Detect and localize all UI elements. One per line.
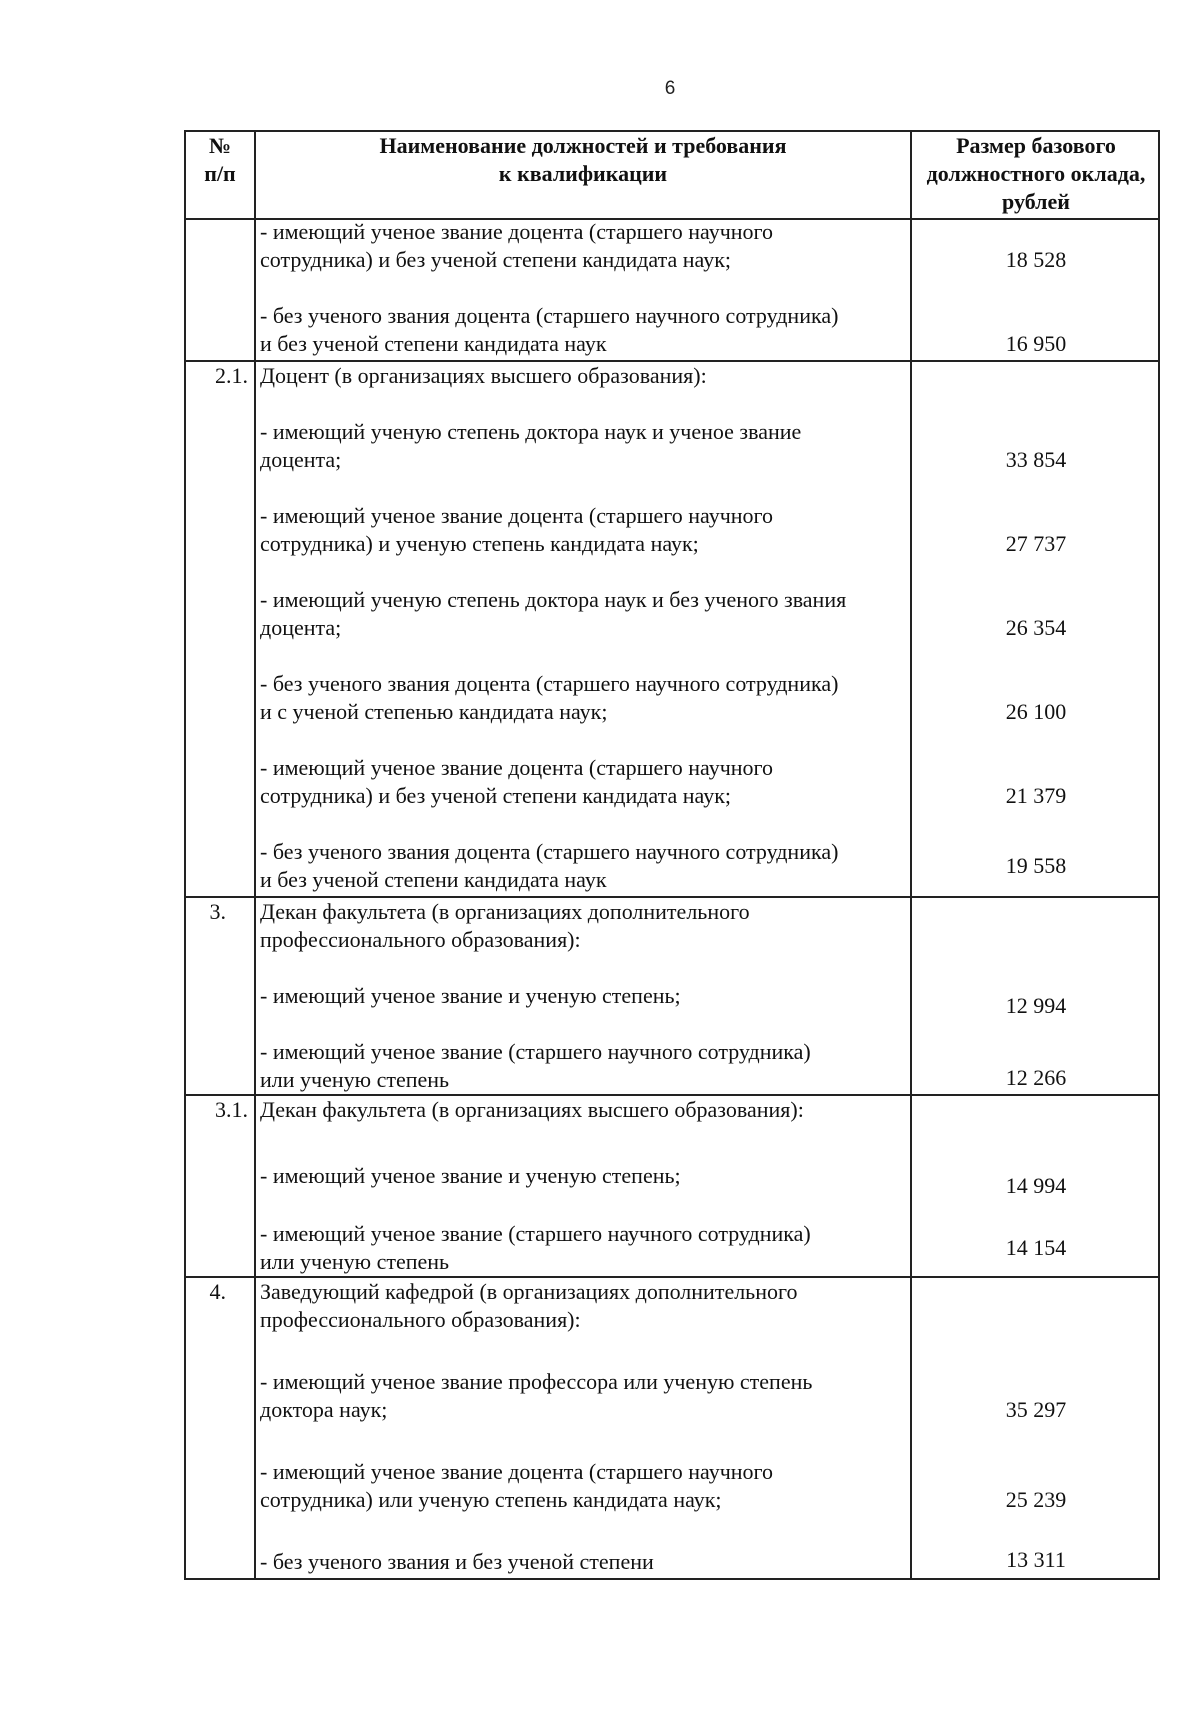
item-text-line: - имеющий ученое звание профессора или ученую степень xyxy=(260,1369,813,1394)
item-text-line: - без ученого звания доцента (старшего научного сотрудника) xyxy=(260,303,839,328)
column-divider xyxy=(254,132,256,1578)
salary-value: 26 354 xyxy=(1005,615,1067,640)
header-name-line-2: к квалификации xyxy=(498,161,668,186)
row-number: 3.1. xyxy=(215,1097,248,1122)
item-text-line: - имеющий ученое звание доцента (старшего научного xyxy=(260,1459,774,1484)
page-number: 6 xyxy=(664,78,676,99)
salary-value: 19 558 xyxy=(1005,853,1067,878)
row-number: 3. xyxy=(209,899,226,924)
item-text-line: - имеющий ученое звание и ученую степень; xyxy=(260,983,681,1008)
item-text-line: - имеющий ученую степень доктора наук и ученое звание xyxy=(260,419,802,444)
header-name-line-1: Наименование должностей и требования xyxy=(379,133,787,158)
salary-value: 25 239 xyxy=(1005,1487,1067,1512)
group-title: Доцент (в организациях высшего образования): xyxy=(260,363,707,388)
salary-value: 35 297 xyxy=(1005,1397,1067,1422)
group-title: Заведующий кафедрой (в организациях дополнительного профессионального образования): xyxy=(260,1279,798,1332)
header-salary-line-2: должностного оклада, xyxy=(926,161,1146,186)
salary-value: 12 994 xyxy=(1005,993,1067,1018)
item-text-line: - имеющий ученое звание доцента (старшего научного xyxy=(260,503,774,528)
item-text-line: или ученую степень xyxy=(260,1249,450,1274)
item-text-line: - имеющий ученое звание (старшего научного сотрудника) xyxy=(260,1221,811,1246)
item-text-line: - без ученого звания и без ученой степени xyxy=(260,1549,654,1574)
item-text-line: - имеющий ученую степень доктора наук и без ученого звания xyxy=(260,587,847,612)
salary-value: 27 737 xyxy=(1005,531,1067,556)
item-text-line: и без ученой степени кандидата наук xyxy=(260,331,607,356)
item-text-line: и с ученой степенью кандидата наук; xyxy=(260,699,608,724)
salary-value: 21 379 xyxy=(1005,783,1067,808)
item-text-line: - имеющий ученое звание доцента (старшего научного xyxy=(260,755,774,780)
header-number-column: № п/п xyxy=(204,133,236,186)
salary-table xyxy=(184,130,1160,1580)
salary-value: 16 950 xyxy=(1005,331,1067,356)
item-text-line: доцента; xyxy=(260,615,342,640)
item-text-line: доктора наук; xyxy=(260,1397,388,1422)
salary-value: 33 854 xyxy=(1005,447,1067,472)
salary-value: 14 154 xyxy=(1005,1235,1067,1260)
item-text-line: и без ученой степени кандидата наук xyxy=(260,867,607,892)
salary-value: 26 100 xyxy=(1005,699,1067,724)
item-text-line: - без ученого звания доцента (старшего научного сотрудника) xyxy=(260,671,839,696)
item-text-line: сотрудника) и ученую степень кандидата наук; xyxy=(260,531,699,556)
header-salary-line-1: Размер базового xyxy=(956,133,1116,158)
salary-value: 14 994 xyxy=(1005,1173,1067,1198)
item-text-line: сотрудника) или ученую степень кандидата наук; xyxy=(260,1487,722,1512)
salary-value: 12 266 xyxy=(1005,1065,1067,1090)
row-number: 2.1. xyxy=(215,363,248,388)
salary-value: 13 311 xyxy=(1006,1547,1066,1572)
item-text-line: - имеющий ученое звание доцента (старшего научного xyxy=(260,219,774,244)
item-text-line: - имеющий ученое звание (старшего научного сотрудника) xyxy=(260,1039,811,1064)
salary-value: 18 528 xyxy=(1005,247,1067,272)
item-text-line: - без ученого звания доцента (старшего научного сотрудника) xyxy=(260,839,839,864)
group-title: Декан факультета (в организациях высшего образования): xyxy=(260,1097,804,1122)
header-salary-line-3: рублей xyxy=(1002,189,1070,214)
item-text-line: или ученую степень xyxy=(260,1067,450,1092)
item-text-line: сотрудника) и без ученой степени кандидата наук; xyxy=(260,783,731,808)
item-text-line: сотрудника) и без ученой степени кандидата наук; xyxy=(260,247,731,272)
group-title: Декан факультета (в организациях дополнительного профессионального образования): xyxy=(260,899,750,952)
item-text-line: доцента; xyxy=(260,447,342,472)
row-number: 4. xyxy=(209,1279,226,1304)
item-text-line: - имеющий ученое звание и ученую степень; xyxy=(260,1163,681,1188)
